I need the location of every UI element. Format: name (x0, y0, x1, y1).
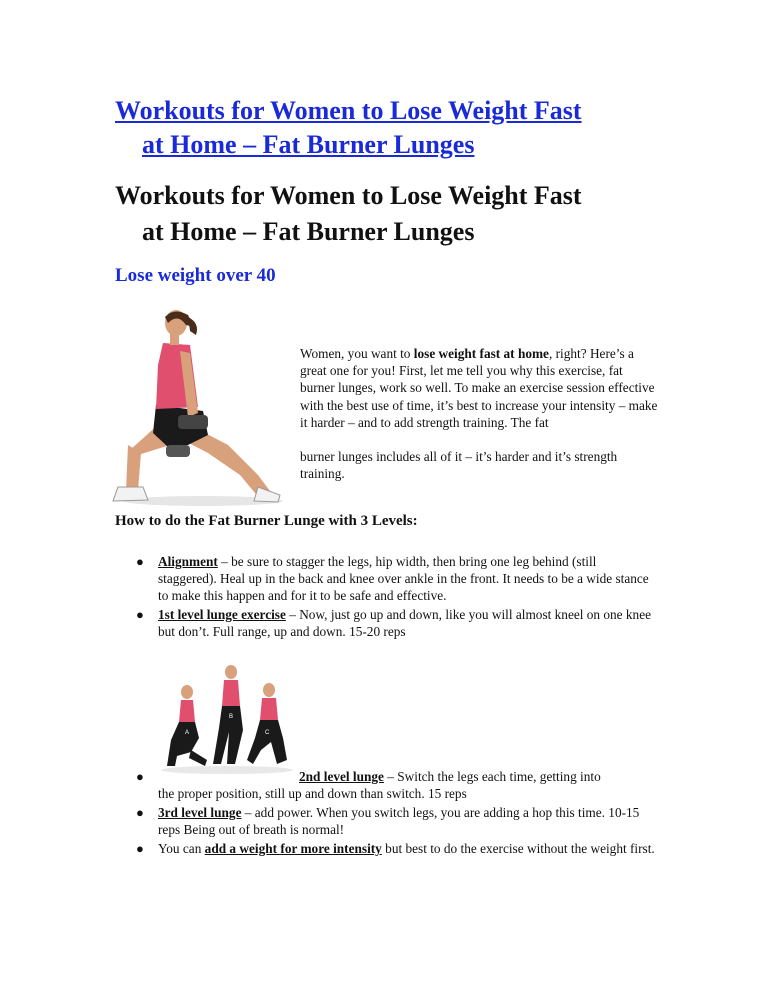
bullet-text: – Now, just go up and down, like you will almost kneel on one knee but don’t. Full range, up and down. 15-20 reps (158, 607, 652, 640)
three-lunge-levels-photo (157, 660, 297, 775)
photo-label-a: A (185, 730, 190, 736)
howto-heading: How to do the Fat Burner Lunge with 3 Levels: (115, 513, 418, 529)
bullet-text: – Switch the legs each time, getting into (383, 769, 601, 784)
bullet-dot: ● (136, 769, 144, 784)
title-link[interactable] (115, 94, 675, 162)
bullet-text: – be sure to stagger the legs, hip width, then bring one leg behind (still staggered). Heal up in the back and knee over ankle in the front. It needs to be a wide stance to make this happen and for it to be safe and effective. (158, 554, 649, 604)
page-title (115, 178, 675, 250)
title-link-line1[interactable]: Workouts for Women to Lose Weight Fast (115, 96, 582, 125)
bullet-text: but best to do the exercise without the weight first. (381, 841, 655, 856)
bullet-dot: ● (136, 841, 144, 856)
list-item (136, 840, 658, 857)
intro-p1-after: , right? Here’s a great one for you! First, let me tell you why this exercise, fat burner lunges, work so well. To make an exercise session effective with the best use of time, it’s best to increase your intensity – make it harder – and to add strength training. The fat (300, 346, 658, 430)
page-title-line2: at Home – Fat Burner Lunges (142, 217, 475, 246)
bullet-dot: ● (136, 554, 144, 569)
page-title-line1: Workouts for Women to Lose Weight Fast (115, 181, 582, 210)
subheading: Lose weight over 40 (115, 265, 276, 286)
intro-paragraph-1 (300, 345, 660, 431)
photo-label-c: C (265, 730, 270, 736)
intro-p1-bold: lose weight fast at home (413, 346, 549, 361)
intro-text (300, 345, 660, 499)
bullet-lead: 2nd level lunge (299, 769, 384, 784)
list-item (136, 606, 658, 640)
bullet-lead: add a weight for more intensity (204, 841, 382, 856)
bullet-lead: 1st level lunge exercise (158, 607, 286, 622)
bullet-line2: the proper position, still up and down than switch. 15 reps (158, 786, 467, 802)
bullet-before: You can (158, 841, 205, 856)
bullet-lead: 3rd level lunge (158, 805, 242, 820)
bullet-dot: ● (136, 607, 144, 622)
bullet-dot: ● (136, 805, 144, 820)
intro-paragraph-2: burner lunges includes all of it – it’s harder and it’s strength training. (300, 449, 618, 482)
intro-p1-before: Women, you want to (300, 346, 414, 361)
title-link-line2[interactable]: at Home – Fat Burner Lunges (142, 130, 475, 159)
lunge-woman-photo (108, 305, 293, 510)
bullet-lead: Alignment (158, 554, 218, 569)
bullet-text: – add power. When you switch legs, you are adding a hop this time. 10-15 reps Being out of breath is normal! (158, 805, 640, 838)
list-item (136, 804, 658, 838)
list-item (136, 553, 658, 605)
photo-label-b: B (229, 714, 234, 720)
